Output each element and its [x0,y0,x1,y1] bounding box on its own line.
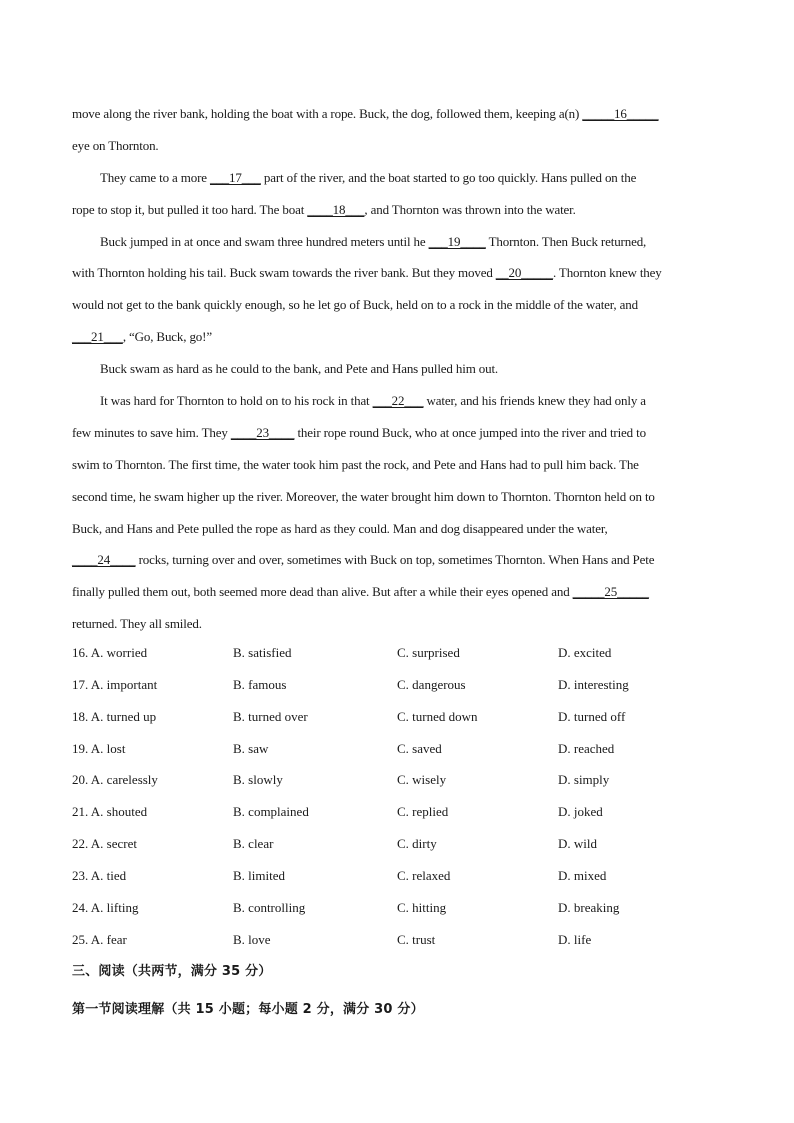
option-a: 21. A. shouted [72,804,148,820]
answer-blank: ____24____ [72,552,136,568]
option-b: B. love [233,931,271,947]
passage-text: Buck swam as hard as he could to the bank, and Pete and Hans pulled him out. [100,361,499,377]
option-c: C. relaxed [397,867,451,883]
passage-text: few minutes to save him. They [72,424,231,440]
passage-text: They came to a more [100,169,210,185]
option-d: D. joked [558,804,603,820]
passage-line [72,321,722,353]
question-row [72,764,732,796]
option-b: B. famous [233,676,287,692]
passage-line [72,481,722,513]
option-a: 20. A. carelessly [72,772,158,788]
option-b: B. satisfied [233,645,292,660]
option-c: C. surprised [397,645,460,660]
subsection-heading: 第一节阅读理解（共 15 小题；每小题 2 分，满分 30 分） [72,1002,424,1017]
option-c: C. trust [397,931,436,947]
passage-line [72,608,722,640]
option-a: 24. A. lifting [72,899,139,915]
answer-blank: __20_____ [495,265,553,281]
option-b: B. controlling [233,899,306,915]
answer-blank: _____25_____ [572,584,649,600]
option-c: C. saved [397,740,442,756]
answer-blank: ___17___ [209,169,261,185]
answer-blank: ____23____ [230,424,295,440]
option-c: C. dirty [397,836,437,852]
question-row [72,669,732,701]
option-a: 16. A. worried [72,645,148,660]
option-a: 22. A. secret [72,836,137,852]
passage-text: rope to stop it, but pulled it too hard. The boat [72,201,308,217]
option-d: D. breaking [558,899,620,915]
passage-text: eye on Thornton. [72,137,159,153]
passage-line [72,353,722,385]
option-d: D. life [558,931,592,947]
passage-line [72,194,722,226]
passage-text: part of the river, and the boat started to go too quickly. Hans pulled on the [260,169,637,185]
question-row [72,637,732,669]
passage-line [72,576,722,608]
question-row [72,860,732,892]
question-row [72,733,732,765]
passage-line [72,513,722,545]
question-row [72,701,732,733]
option-d: D. mixed [558,867,607,883]
option-b: B. clear [233,836,274,852]
passage-line [72,98,722,130]
passage-line [72,385,722,417]
answer-blank: _____16_____ [582,106,659,121]
passage-line [72,544,722,576]
option-d: D. wild [558,836,597,852]
option-b: B. saw [233,740,269,756]
passage-text: move along the river bank, holding the boat with a rope. Buck, the dog, followed them, keeping a(n) [72,106,583,121]
question-row [72,892,732,924]
passage-text: their rope round Buck, who at once jumped into the river and tried to [294,424,646,440]
option-a: 18. A. turned up [72,708,157,724]
passage-line [72,226,722,258]
option-a: 25. A. fear [72,931,127,947]
answer-blank: ___21___ [72,329,123,345]
option-b: B. limited [233,867,285,883]
option-d: D. simply [558,772,610,788]
option-c: C. turned down [397,708,478,724]
passage-line [72,130,722,162]
passage-text: second time, he swam higher up the river. Moreover, the water brought him down to Thornton. Thornton held on to [72,488,655,504]
option-d: D. excited [558,645,612,660]
option-b: B. complained [233,804,309,820]
passage-text: . Thornton knew they [552,265,662,281]
passage-text: returned. They all smiled. [72,616,202,632]
option-b: B. slowly [233,772,283,788]
passage-text: water, and his friends knew they had only a [423,393,646,409]
question-row [72,796,732,828]
answer-blank: ____18___ [307,201,365,217]
passage-text: would not get to the bank quickly enough, so he let go of Buck, held on to a rock in the middle of the water, and [72,297,638,313]
passage-line [72,257,722,289]
answer-blank: ___22___ [372,393,424,409]
question-row [72,924,732,956]
passage-line [72,417,722,449]
option-a: 23. A. tied [72,867,127,883]
question-row [72,828,732,860]
option-d: D. interesting [558,676,629,692]
option-b: B. turned over [233,708,308,724]
option-c: C. replied [397,804,449,820]
option-d: D. turned off [558,708,626,724]
passage-text: Buck jumped in at once and swam three hundred meters until he [100,233,429,249]
option-c: C. dangerous [397,676,466,692]
option-a: 17. A. important [72,676,158,692]
passage-text: with Thornton holding his tail. Buck swam towards the river bank. But they moved [72,265,496,281]
answer-blank: ___19____ [428,233,486,249]
section-heading: 三、阅读（共两节，满分 35 分） [72,964,272,979]
option-c: C. hitting [397,899,447,915]
passage-line [72,289,722,321]
option-a: 19. A. lost [72,740,126,756]
passage-text: rocks, turning over and over, sometimes with Buck on top, sometimes Thornton. When Hans and Pete [135,552,655,568]
passage-text: finally pulled them out, both seemed more dead than alive. But after a while their eyes opened and [72,584,573,600]
cloze-passage [72,98,722,640]
passage-text: It was hard for Thornton to hold on to his rock in that [100,393,373,409]
passage-text: swim to Thornton. The first time, the water took him past the rock, and Pete and Hans had to pull him back. The [72,456,639,472]
passage-text: , “Go, Buck, go!” [122,329,212,345]
passage-text: Thornton. Then Buck returned, [485,233,647,249]
question-options [72,637,732,955]
passage-line [72,162,722,194]
option-c: C. wisely [397,772,447,788]
passage-line [72,449,722,481]
option-d: D. reached [558,740,615,756]
passage-text: Buck, and Hans and Pete pulled the rope as hard as they could. Man and dog disappeared under the water, [72,520,608,536]
passage-text: , and Thornton was thrown into the water. [364,201,576,217]
